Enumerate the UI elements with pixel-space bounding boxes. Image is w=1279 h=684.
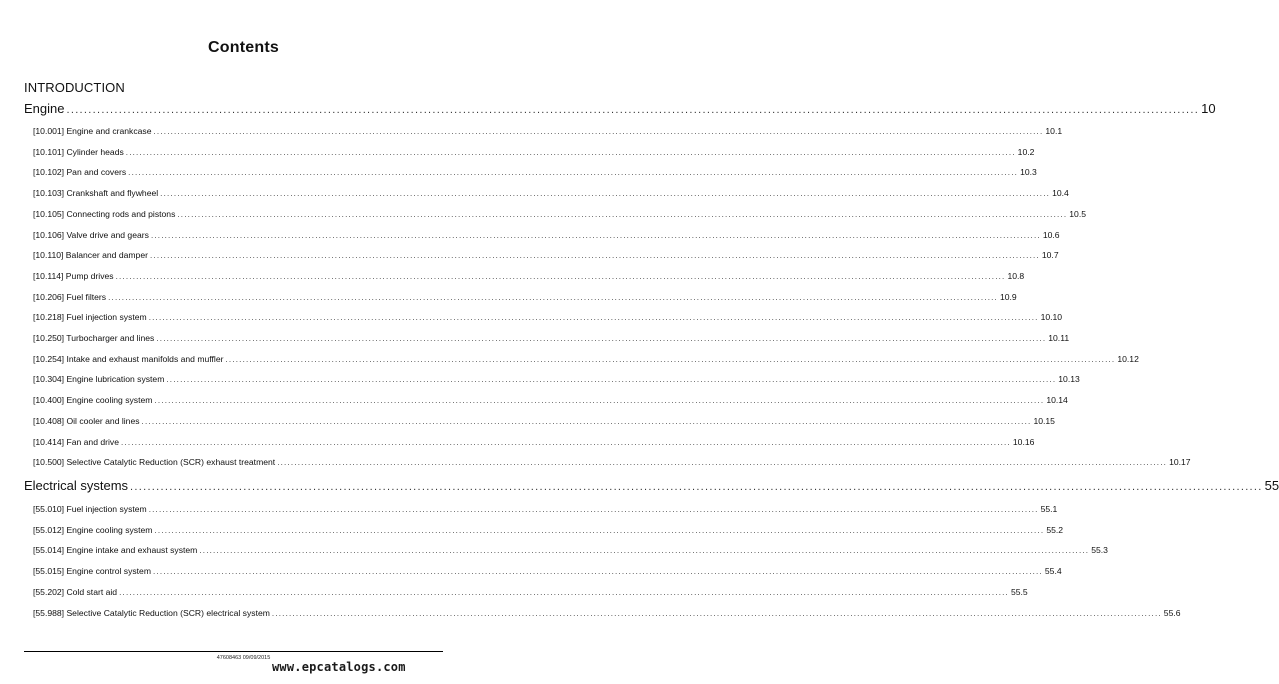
toc-item-page: 10.9	[999, 291, 1017, 302]
toc-item-label: [55.014] Engine intake and exhaust system	[33, 545, 198, 556]
toc-item[interactable]	[33, 545, 1108, 557]
toc-item-label: [10.102] Pan and covers	[33, 167, 127, 178]
toc-item[interactable]	[33, 270, 1025, 283]
toc-item-page: 10.6	[1042, 229, 1060, 240]
dot-leader: ....................................................................................................................................................................................................................................................................	[225, 354, 1116, 364]
dot-leader: ....................................................................................................................................................................................................................................................................	[148, 313, 1039, 323]
toc-section-page: 10	[1201, 101, 1216, 116]
toc-item[interactable]	[33, 353, 1139, 366]
toc-item[interactable]	[33, 208, 1086, 221]
dot-leader: ....................................................................................................................................................................................................................................................................	[66, 104, 1200, 116]
dot-leader: ....................................................................................................................................................................................................................................................................	[148, 505, 1039, 514]
dot-leader: ....................................................................................................................................................................................................................................................................	[166, 375, 1057, 385]
dot-leader: ....................................................................................................................................................................................................................................................................	[130, 481, 1263, 493]
toc-item-label: [55.012] Engine cooling system	[33, 524, 153, 535]
toc-item-label: [10.101] Cylinder heads	[33, 146, 124, 157]
dot-leader: ....................................................................................................................................................................................................................................................................	[271, 608, 1162, 618]
dot-leader: ....................................................................................................................................................................................................................................................................	[108, 292, 998, 302]
toc-item-page: 10.15	[1033, 415, 1055, 426]
toc-item[interactable]	[33, 250, 1059, 262]
introduction-heading: INTRODUCTION	[24, 80, 125, 95]
toc-item[interactable]	[33, 457, 1191, 469]
toc-item-label: [55.202] Cold start aid	[33, 586, 118, 597]
toc-section-label: Electrical systems	[24, 478, 129, 493]
dot-leader: ....................................................................................................................................................................................................................................................................	[125, 147, 1016, 157]
toc-item-label: [10.250] Turbocharger and lines	[33, 333, 155, 343]
dot-leader: ....................................................................................................................................................................................................................................................................	[149, 251, 1040, 261]
toc-item-label: [55.010] Fuel injection system	[33, 504, 147, 514]
toc-item[interactable]	[33, 607, 1181, 620]
toc-item[interactable]	[33, 586, 1028, 599]
toc-item-page: 55.1	[1040, 504, 1058, 514]
toc-item-label: [10.414] Fan and drive	[33, 436, 119, 447]
toc-item[interactable]	[33, 188, 1069, 200]
toc-item[interactable]	[33, 374, 1080, 386]
dot-leader: ....................................................................................................................................................................................................................................................................	[160, 189, 1051, 199]
toc-item-page: 10.11	[1048, 333, 1070, 343]
toc-item[interactable]	[33, 436, 1035, 449]
dot-leader: ....................................................................................................................................................................................................................................................................	[115, 271, 1006, 281]
dot-leader: ....................................................................................................................................................................................................................................................................	[154, 525, 1045, 535]
toc-item-label: [10.103] Crankshaft and flywheel	[33, 188, 159, 199]
toc-item-page: 10.16	[1012, 436, 1035, 447]
toc-section-label: Engine	[24, 101, 65, 116]
dot-leader: ....................................................................................................................................................................................................................................................................	[156, 334, 1047, 343]
toc-item-page: 55.5	[1010, 586, 1028, 597]
toc-item[interactable]	[33, 333, 1070, 345]
toc-item-page: 10.14	[1046, 395, 1068, 406]
toc-item-page: 10.5	[1069, 208, 1086, 219]
dot-leader: ....................................................................................................................................................................................................................................................................	[141, 416, 1032, 426]
page-title: Contents	[208, 39, 279, 56]
toc-item[interactable]	[33, 167, 1037, 179]
toc-item-page: 10.3	[1020, 167, 1037, 178]
toc-item-label: [10.254] Intake and exhaust manifolds and muffler	[33, 353, 224, 364]
toc-item-page: 10.17	[1169, 457, 1191, 468]
dot-leader: ....................................................................................................................................................................................................................................................................	[199, 546, 1090, 556]
toc-item-label: [10.106] Valve drive and gears	[33, 229, 149, 240]
dot-leader: ....................................................................................................................................................................................................................................................................	[153, 127, 1044, 136]
toc-item-label: [10.500] Selective Catalytic Reduction (SCR) exhaust treatment	[33, 457, 276, 468]
toc-item[interactable]	[33, 395, 1068, 407]
toc-item-label: [10.001] Engine and crankcase	[33, 126, 152, 136]
toc-item-label: [55.988] Selective Catalytic Reduction (SCR) electrical system	[33, 607, 270, 618]
dot-leader: ....................................................................................................................................................................................................................................................................	[177, 209, 1068, 219]
toc-item[interactable]	[33, 229, 1060, 242]
toc-item[interactable]	[33, 566, 1062, 578]
toc-item[interactable]	[33, 126, 1063, 138]
toc-section[interactable]	[24, 101, 1216, 118]
toc-item-label: [10.408] Oil cooler and lines	[33, 415, 140, 426]
toc-item[interactable]	[33, 415, 1055, 428]
toc-item-page: 10.2	[1017, 146, 1035, 157]
toc-item-page: 10.12	[1117, 353, 1139, 364]
toc-item-label: [10.400] Engine cooling system	[33, 395, 153, 406]
dot-leader: ....................................................................................................................................................................................................................................................................	[119, 587, 1009, 597]
toc-item-label: [10.114] Pump drives	[33, 270, 114, 281]
toc-item-page: 10.8	[1007, 270, 1025, 281]
document-number: 47608463 09/09/2015	[216, 655, 271, 661]
toc-item[interactable]	[33, 291, 1017, 304]
toc-item[interactable]	[33, 146, 1035, 159]
watermark-url: www.epcatalogs.com	[272, 660, 406, 674]
toc-item-label: [10.110] Balancer and damper	[33, 250, 148, 261]
toc-item-page: 55.2	[1046, 524, 1064, 535]
dot-leader: ....................................................................................................................................................................................................................................................................	[154, 396, 1045, 406]
toc-item[interactable]	[33, 312, 1063, 324]
toc-item-page: 10.13	[1058, 374, 1080, 385]
dot-leader: ....................................................................................................................................................................................................................................................................	[153, 567, 1043, 577]
toc-section-page: 55	[1264, 478, 1279, 493]
footer-rule	[24, 651, 443, 652]
toc-item-page: 55.6	[1163, 607, 1181, 618]
toc-section[interactable]	[24, 478, 1279, 495]
toc-item-page: 10.1	[1045, 126, 1063, 136]
toc-item[interactable]	[33, 504, 1058, 516]
toc-item-label: [55.015] Engine control system	[33, 566, 151, 577]
toc-item-page: 10.4	[1052, 188, 1069, 199]
dot-leader: ....................................................................................................................................................................................................................................................................	[128, 168, 1019, 178]
toc-item-label: [10.218] Fuel injection system	[33, 312, 147, 323]
toc-item-page: 55.3	[1091, 545, 1108, 556]
toc-item-page: 10.10	[1040, 312, 1063, 323]
toc-item-page: 55.4	[1044, 566, 1062, 577]
toc-item[interactable]	[33, 524, 1064, 537]
dot-leader: ....................................................................................................................................................................................................................................................................	[121, 437, 1011, 447]
toc-item-label: [10.206] Fuel filters	[33, 291, 107, 302]
toc-item-page: 10.7	[1041, 250, 1059, 261]
toc-item-label: [10.105] Connecting rods and pistons	[33, 208, 176, 219]
dot-leader: ....................................................................................................................................................................................................................................................................	[150, 230, 1041, 240]
toc-item-label: [10.304] Engine lubrication system	[33, 374, 165, 385]
dot-leader: ....................................................................................................................................................................................................................................................................	[277, 458, 1168, 468]
